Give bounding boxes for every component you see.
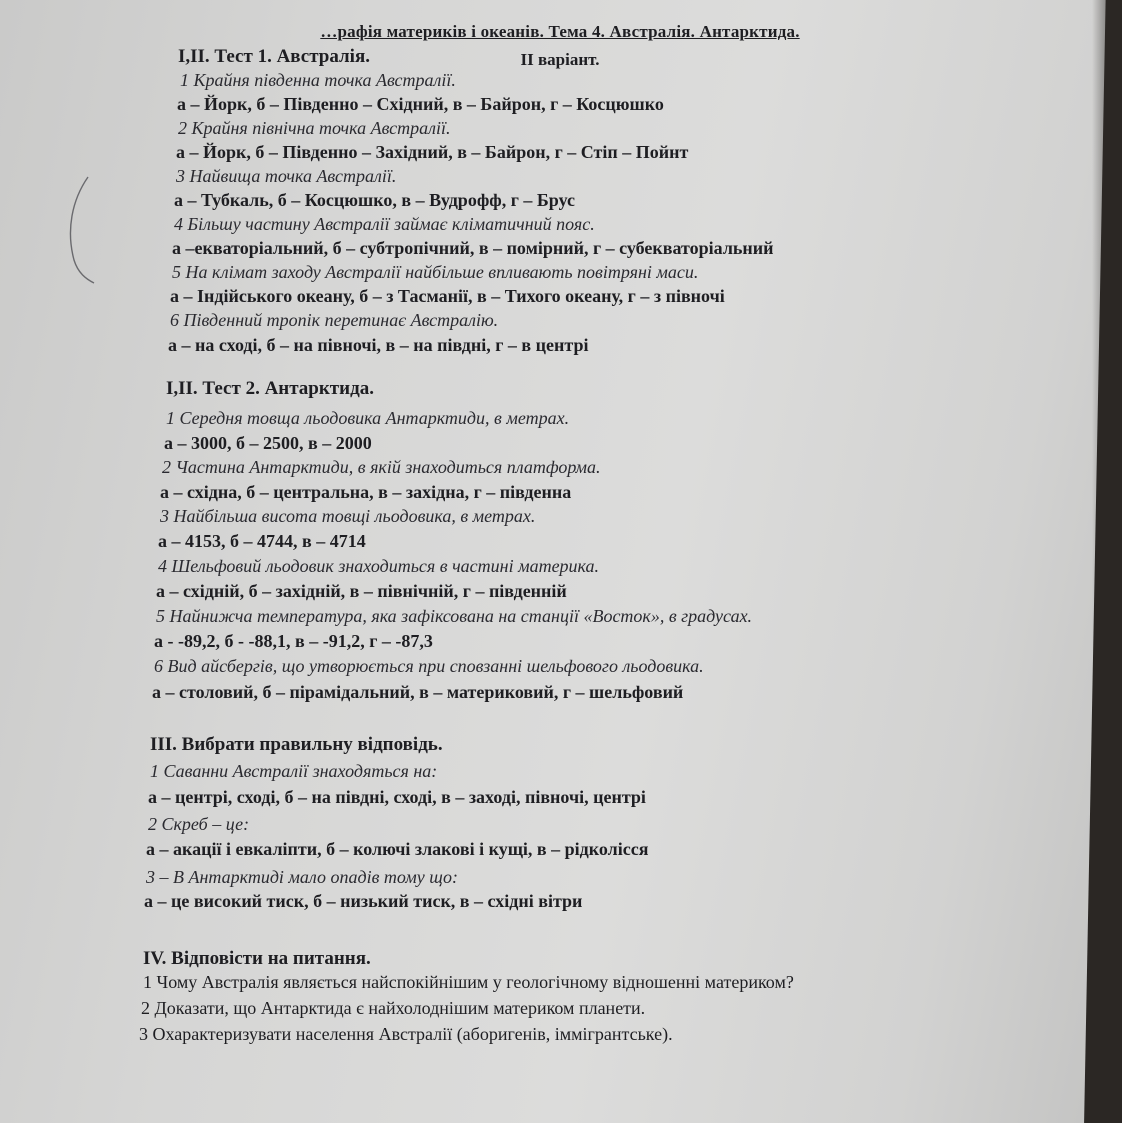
part3-answer-2: а – акації і евкаліпти, б – колючі злакові і кущі, в – рідколісся (146, 839, 649, 859)
test2-answer-1: а – 3000, б – 2500, в – 2000 (164, 433, 372, 453)
test1-question-6: 6 Південний тропік перетинає Австралію. (170, 310, 499, 330)
test1-answer-3: а – Тубкаль, б – Косцюшко, в – Вудрофф, г – Брус (174, 190, 576, 210)
part4-question-2: 2 Доказати, що Антарктида є найхолоднішим материком планети. (141, 998, 646, 1018)
part3-title: III. Вибрати правильну відповідь. (150, 734, 443, 755)
test2-answer-5: а - -89,2, б - -88,1, в – -91,2, г – -87,3 (154, 631, 433, 651)
test2-title: I,II. Тест 2. Антарктида. (166, 378, 374, 399)
document-header: …рафія материків і океанів. Тема 4. Австралія. Антарктида. (320, 22, 800, 41)
part3-question-3: 3 – В Антарктиді мало опадів тому що: (146, 867, 458, 887)
test1-answer-4: а –екваторіальний, б – субтропічний, в – помірний, г – субекваторіальний (172, 238, 774, 258)
table-edge-shadow (1092, 0, 1122, 1123)
test2-question-4: 4 Шельфовий льодовик знаходиться в частині материка. (158, 556, 600, 576)
test2-answer-6: а – столовий, б – пірамідальний, в – материковий, г – шельфовий (152, 682, 684, 702)
part4-title: IV. Відповісти на питання. (143, 948, 371, 969)
test1-answer-1: а – Йорк, б – Південно – Східний, в – Байрон, г – Косцюшко (177, 94, 664, 114)
part4-question-1: 1 Чому Австралія являється найспокійнішим у геологічному відношенні материком? (143, 972, 794, 992)
test2-question-5: 5 Найнижча температура, яка зафіксована на станції «Восток», в градусах. (156, 606, 753, 626)
test1-question-4: 4 Більшу частину Австралії займає кліматичний пояс. (174, 214, 595, 234)
test1-question-2: 2 Крайня північна точка Австралії. (178, 118, 451, 138)
part3-answer-1: а – центрі, сході, б – на півдні, сході, в – заході, півночі, центрі (148, 787, 646, 807)
test2-question-3: 3 Найбільша висота товщі льодовика, в метрах. (160, 506, 536, 526)
part3-question-2: 2 Скреб – це: (148, 814, 250, 834)
test1-answer-2: а – Йорк, б – Південно – Західний, в – Байрон, г – Стіп – Пойнт (176, 142, 689, 162)
test1-question-1: 1 Крайня південна точка Австралії. (180, 70, 456, 90)
test2-question-6: 6 Вид айсбергів, що утворюється при сповзанні шельфового льодовика. (154, 656, 704, 676)
test1-answer-6: а – на сході, б – на півночі, в – на півдні, г – в центрі (168, 335, 589, 355)
variant-label: II варіант. (520, 50, 600, 69)
test1-title: I,II. Тест 1. Австралія. (178, 46, 370, 67)
part3-answer-3: а – це високий тиск, б – низький тиск, в – східні вітри (144, 891, 583, 911)
test2-question-1: 1 Середня товща льодовика Антарктиди, в метрах. (166, 408, 570, 428)
part4-question-3: 3 Охарактеризувати населення Австралії (аборигенів, іммігрантське). (139, 1024, 673, 1044)
test1-question-3: 3 Найвища точка Австралії. (176, 166, 397, 186)
pencil-mark (60, 175, 100, 285)
test2-answer-4: а – східній, б – західній, в – північній, г – південній (156, 581, 567, 601)
test2-answer-3: а – 4153, б – 4744, в – 4714 (158, 531, 366, 551)
test1-question-5: 5 На клімат заходу Австралії найбільше впливають повітряні маси. (172, 262, 699, 282)
test2-question-2: 2 Частина Антарктиди, в якій знаходиться платформа. (162, 457, 601, 477)
part3-question-1: 1 Саванни Австралії знаходяться на: (150, 761, 438, 781)
test1-answer-5: а – Індійського океану, б – з Тасманії, в – Тихого океану, г – з півночі (170, 286, 725, 306)
test2-answer-2: а – східна, б – центральна, в – західна, г – південна (160, 482, 572, 502)
